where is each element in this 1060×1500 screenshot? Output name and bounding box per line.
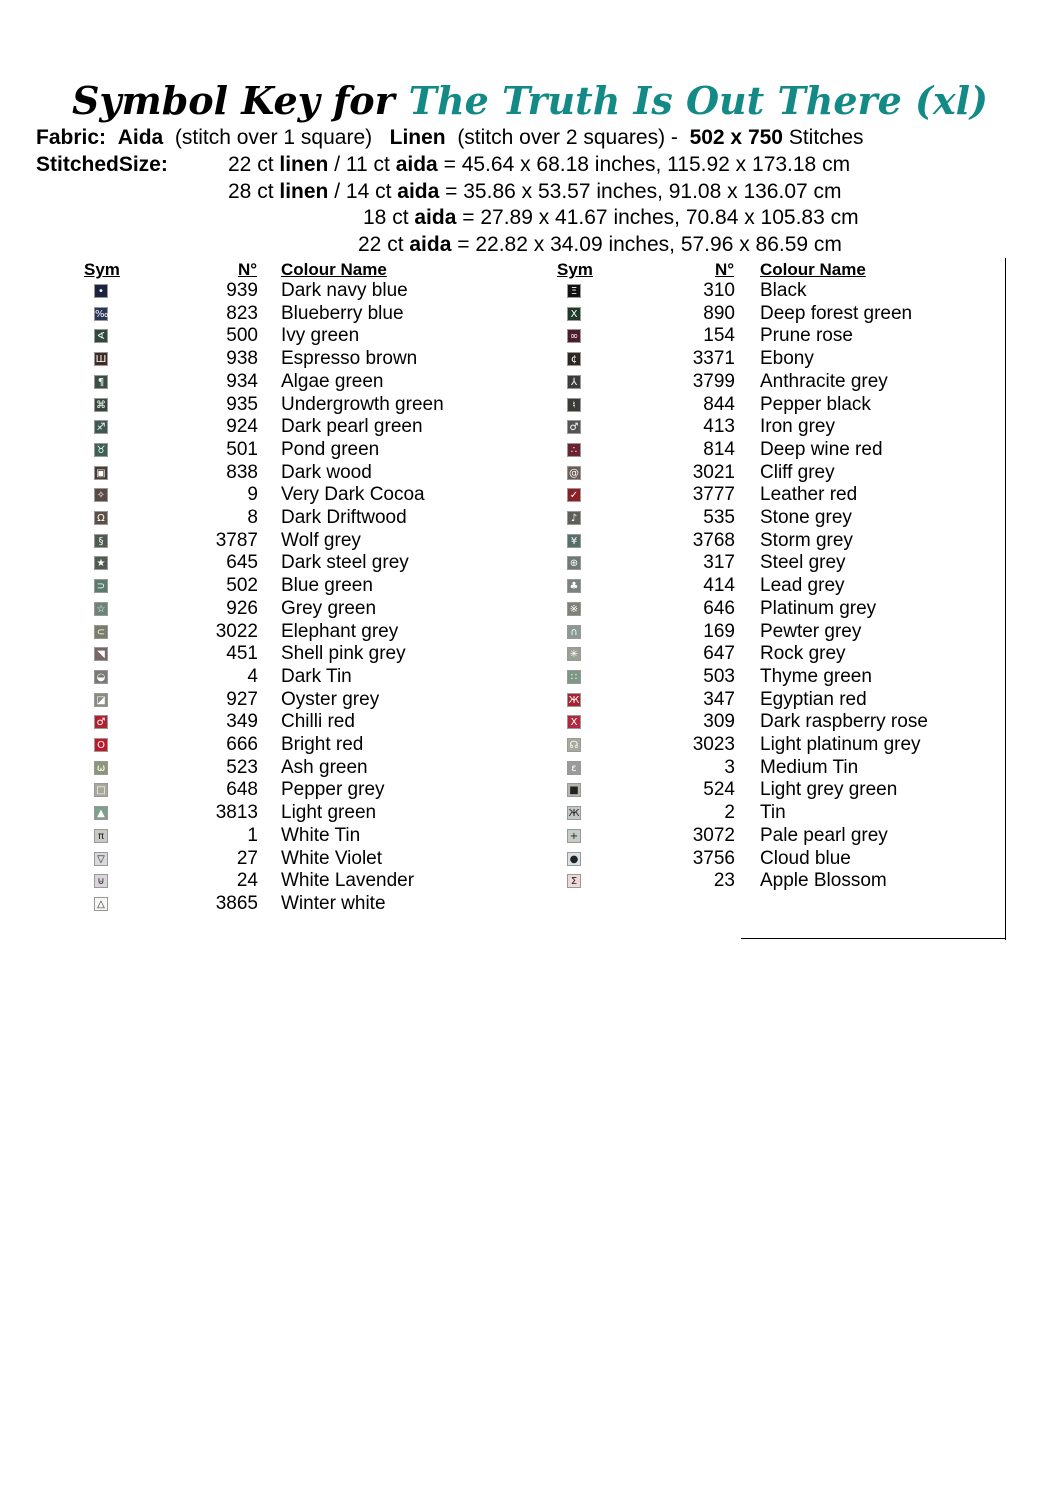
colour-number: 3 — [724, 756, 735, 778]
colour-name: Very Dark Cocoa — [281, 484, 425, 506]
colour-name: Light grey green — [760, 779, 898, 801]
symbol-swatch: @ — [569, 467, 579, 479]
colour-name: Leather red — [760, 484, 858, 506]
colour-name: Ivy green — [281, 325, 360, 347]
header-sym-left: Sym — [84, 260, 120, 279]
colour-number: 347 — [703, 688, 735, 710]
colour-number: 2 — [724, 802, 735, 824]
symbol-swatch: Ж — [568, 694, 580, 706]
colour-number: 823 — [226, 302, 258, 324]
colour-number: 3813 — [215, 802, 258, 824]
size-line: 28 ct linen / 14 ct aida = 35.86 x 53.57 inches, 91.08 x 136.07 cm — [228, 180, 842, 203]
colour-number: 3072 — [692, 824, 735, 846]
colour-name: Cliff grey — [760, 461, 835, 483]
size-line: 18 ct aida = 27.89 x 41.67 inches, 70.84 x 105.83 cm — [363, 206, 859, 229]
colour-number: 935 — [226, 393, 258, 415]
symbol-swatch: ★ — [94, 556, 108, 570]
symbol-swatch: ¥ — [567, 534, 581, 548]
symbol-swatch: ⅄ — [567, 375, 581, 389]
colour-number: 647 — [703, 643, 735, 665]
colour-number: 310 — [703, 280, 735, 301]
colour-name: Blue green — [281, 575, 373, 597]
symbol-swatch: ε — [567, 761, 581, 775]
symbol-swatch: ✳ — [567, 647, 581, 661]
colour-name: Platinum grey — [760, 597, 877, 619]
colour-name: Algae green — [281, 370, 384, 392]
fabric-aida-note: (stitch over 1 square) — [174, 126, 373, 149]
symbol-swatch: ※ — [567, 602, 581, 616]
colour-name: Pepper grey — [281, 779, 385, 801]
colour-name: Dark steel grey — [281, 552, 409, 574]
symbol-swatch: ☆ — [94, 602, 108, 616]
symbol-swatch: Ш — [95, 354, 107, 366]
symbol-swatch: • — [94, 284, 108, 298]
symbol-swatch: △ — [94, 897, 108, 911]
fabric-linen: Linen — [389, 126, 446, 149]
colour-name: Winter white — [281, 892, 386, 914]
symbol-swatch: ♣ — [567, 579, 581, 593]
colour-number: 8 — [247, 507, 258, 528]
stitched-size-label: StitchedSize: — [36, 153, 168, 176]
colour-number: 154 — [703, 325, 735, 347]
colour-number: 814 — [703, 438, 735, 460]
colour-name: Black — [760, 280, 807, 301]
colour-name: Pepper black — [760, 393, 871, 415]
colour-name: Anthracite grey — [760, 370, 888, 392]
colour-name: Deep forest green — [760, 302, 913, 324]
symbol-swatch: ☊ — [567, 738, 581, 752]
symbol-swatch: π — [94, 829, 108, 843]
colour-name: Dark navy blue — [281, 280, 408, 301]
colour-name: Egyptian red — [760, 688, 867, 710]
symbol-swatch: § — [94, 534, 108, 548]
table-border-right — [1005, 258, 1006, 940]
symbol-swatch: ¢ — [567, 352, 581, 366]
colour-number: 3021 — [692, 461, 735, 483]
symbol-swatch: Ж — [568, 808, 580, 820]
colour-number: 3768 — [692, 529, 735, 551]
size-line: 22 ct linen / 11 ct aida = 45.64 x 68.18 inches, 115.92 x 173.18 cm — [228, 153, 851, 176]
colour-name: Bright red — [281, 734, 364, 755]
colour-name: Pewter grey — [760, 620, 862, 642]
symbol-swatch: O — [94, 738, 108, 752]
symbol-swatch: ♂ — [567, 420, 581, 434]
colour-number: 309 — [703, 711, 735, 733]
symbol-swatch: ▲ — [94, 806, 108, 820]
header-name-right: Colour Name — [760, 260, 866, 279]
colour-number: 927 — [226, 688, 258, 710]
colour-number: 3787 — [215, 529, 258, 551]
colour-number: 3022 — [215, 620, 258, 642]
colour-name: Thyme green — [760, 665, 872, 687]
colour-name: Chilli red — [281, 711, 355, 733]
symbol-swatch: ⌘ — [96, 399, 106, 411]
colour-name: Ash green — [281, 756, 368, 778]
colour-number: 27 — [236, 847, 258, 869]
colour-name: Dark pearl green — [281, 416, 423, 438]
symbol-swatch: ■ — [567, 783, 581, 797]
stitch-dims: 502 x 750 — [689, 126, 783, 149]
colour-name: Dark Tin — [281, 665, 352, 687]
symbol-swatch: ‰ — [95, 308, 109, 320]
colour-number: 349 — [226, 711, 258, 733]
header-name-left: Colour Name — [281, 260, 387, 279]
colour-name: Tin — [760, 802, 786, 824]
colour-name: Cloud blue — [760, 847, 851, 869]
symbol-swatch: ✓ — [567, 488, 581, 502]
symbol-swatch: ✧ — [94, 488, 108, 502]
fabric-line — [36, 126, 864, 150]
colour-number: 838 — [226, 461, 258, 483]
colour-number: 666 — [226, 734, 258, 755]
colour-name: Pale pearl grey — [760, 824, 888, 846]
colour-number: 502 — [226, 575, 258, 597]
colour-number: 4 — [247, 665, 258, 687]
colour-number: 3023 — [692, 734, 735, 755]
colour-number: 414 — [703, 575, 735, 597]
fabric-label: Fabric: — [36, 126, 107, 149]
colour-name: Lead grey — [760, 575, 845, 597]
symbol-swatch: ∷ — [567, 670, 581, 684]
stitches-word: Stitches — [788, 126, 864, 149]
colour-name: Pond green — [281, 438, 380, 460]
colour-number: 503 — [703, 665, 735, 687]
symbol-swatch: ♐ — [94, 420, 108, 434]
symbol-swatch: X — [567, 715, 581, 729]
symbol-swatch: ∩ — [567, 625, 581, 639]
symbol-swatch: ◥ — [94, 647, 108, 661]
colour-name: Steel grey — [760, 552, 846, 574]
colour-name: White Lavender — [281, 870, 415, 892]
colour-number: 939 — [226, 280, 258, 301]
symbol-swatch: ω — [94, 761, 108, 775]
fabric-aida: Aida — [117, 126, 164, 149]
colour-number: 535 — [703, 507, 735, 528]
colour-number: 890 — [703, 302, 735, 324]
colour-number: 645 — [226, 552, 258, 574]
colour-name: Grey green — [281, 597, 377, 619]
symbol-swatch: ¶ — [94, 375, 108, 389]
symbol-swatch: ∴ — [567, 443, 581, 457]
colour-number: 924 — [226, 416, 258, 438]
symbol-swatch: ♮ — [567, 398, 581, 412]
symbol-swatch: Ω — [94, 511, 108, 525]
page-title — [0, 78, 1060, 123]
symbol-swatch: + — [567, 829, 581, 843]
colour-name: Wolf grey — [281, 529, 361, 551]
colour-name: Prune rose — [760, 325, 853, 347]
colour-number: 934 — [226, 370, 258, 392]
title-prefix: Symbol Key for — [71, 78, 395, 123]
colour-number: 1 — [247, 824, 258, 846]
colour-name: Light green — [281, 802, 377, 824]
colour-number: 648 — [226, 779, 258, 801]
symbol-swatch: ⊕ — [567, 556, 581, 570]
colour-name: Iron grey — [760, 416, 835, 438]
symbol-swatch: Ξ — [567, 284, 581, 298]
symbol-swatch: ● — [567, 852, 581, 866]
colour-name: Ebony — [760, 348, 814, 370]
symbol-swatch: ◒ — [94, 670, 108, 684]
symbol-swatch: ♂ — [94, 715, 108, 729]
symbol-swatch: ∢ — [94, 329, 108, 343]
pattern-name: The Truth Is Out There (xl) — [408, 78, 989, 123]
colour-number: 938 — [226, 348, 258, 370]
colour-name: Deep wine red — [760, 438, 883, 460]
colour-number: 3865 — [215, 892, 258, 914]
colour-name: Blueberry blue — [281, 302, 404, 324]
colour-number: 24 — [236, 870, 258, 892]
header-num-right: N° — [715, 260, 735, 279]
symbol-swatch: ♉ — [94, 443, 108, 457]
colour-number: 3777 — [692, 484, 735, 506]
colour-name: Dark Driftwood — [281, 507, 407, 528]
colour-number: 844 — [703, 393, 735, 415]
colour-number: 413 — [703, 416, 735, 438]
colour-name: White Violet — [281, 847, 383, 869]
symbol-swatch: ∞ — [567, 329, 581, 343]
colour-name: Stone grey — [760, 507, 852, 528]
colour-number: 646 — [703, 597, 735, 619]
colour-name: Oyster grey — [281, 688, 380, 710]
colour-number: 523 — [226, 756, 258, 778]
symbol-swatch: ◪ — [94, 693, 108, 707]
size-line: 22 ct aida = 22.82 x 34.09 inches, 57.96 x 86.59 cm — [358, 233, 842, 256]
colour-name: Rock grey — [760, 643, 846, 665]
colour-number: 926 — [226, 597, 258, 619]
symbol-swatch: X — [567, 307, 581, 321]
symbol-swatch: □ — [94, 783, 108, 797]
symbol-swatch: ⊃ — [94, 579, 108, 593]
colour-number: 3756 — [692, 847, 735, 869]
colour-name: Apple Blossom — [760, 870, 887, 892]
colour-number: 169 — [703, 620, 735, 642]
colour-name: White Tin — [281, 824, 361, 846]
symbol-swatch: Σ — [567, 874, 581, 888]
symbol-swatch: ⊍ — [94, 874, 108, 888]
table-border-bottom — [741, 938, 1006, 939]
symbol-swatch: ♪ — [567, 511, 581, 525]
fabric-linen-note: (stitch over 2 squares) - — [457, 126, 678, 149]
header-sym-right: Sym — [557, 260, 593, 279]
symbol-swatch: ▽ — [94, 852, 108, 866]
colour-name: Storm grey — [760, 529, 853, 551]
colour-number: 524 — [703, 779, 735, 801]
colour-name: Dark wood — [281, 461, 372, 483]
colour-number: 3799 — [692, 370, 735, 392]
colour-name: Light platinum grey — [760, 734, 921, 755]
colour-name: Espresso brown — [281, 348, 418, 370]
symbol-swatch: ⊂ — [94, 625, 108, 639]
colour-name: Shell pink grey — [281, 643, 406, 665]
colour-name: Undergrowth green — [281, 393, 444, 415]
colour-number: 9 — [247, 484, 258, 506]
colour-number: 451 — [226, 643, 258, 665]
colour-number: 500 — [226, 325, 258, 347]
colour-number: 317 — [703, 552, 735, 574]
colour-name: Elephant grey — [281, 620, 399, 642]
colour-number: 501 — [226, 438, 258, 460]
colour-number: 3371 — [692, 348, 735, 370]
symbol-swatch: ▣ — [94, 466, 108, 480]
colour-name: Medium Tin — [760, 756, 859, 778]
colour-number: 23 — [713, 870, 735, 892]
colour-name: Dark raspberry rose — [760, 711, 928, 733]
header-num-left: N° — [238, 260, 258, 279]
